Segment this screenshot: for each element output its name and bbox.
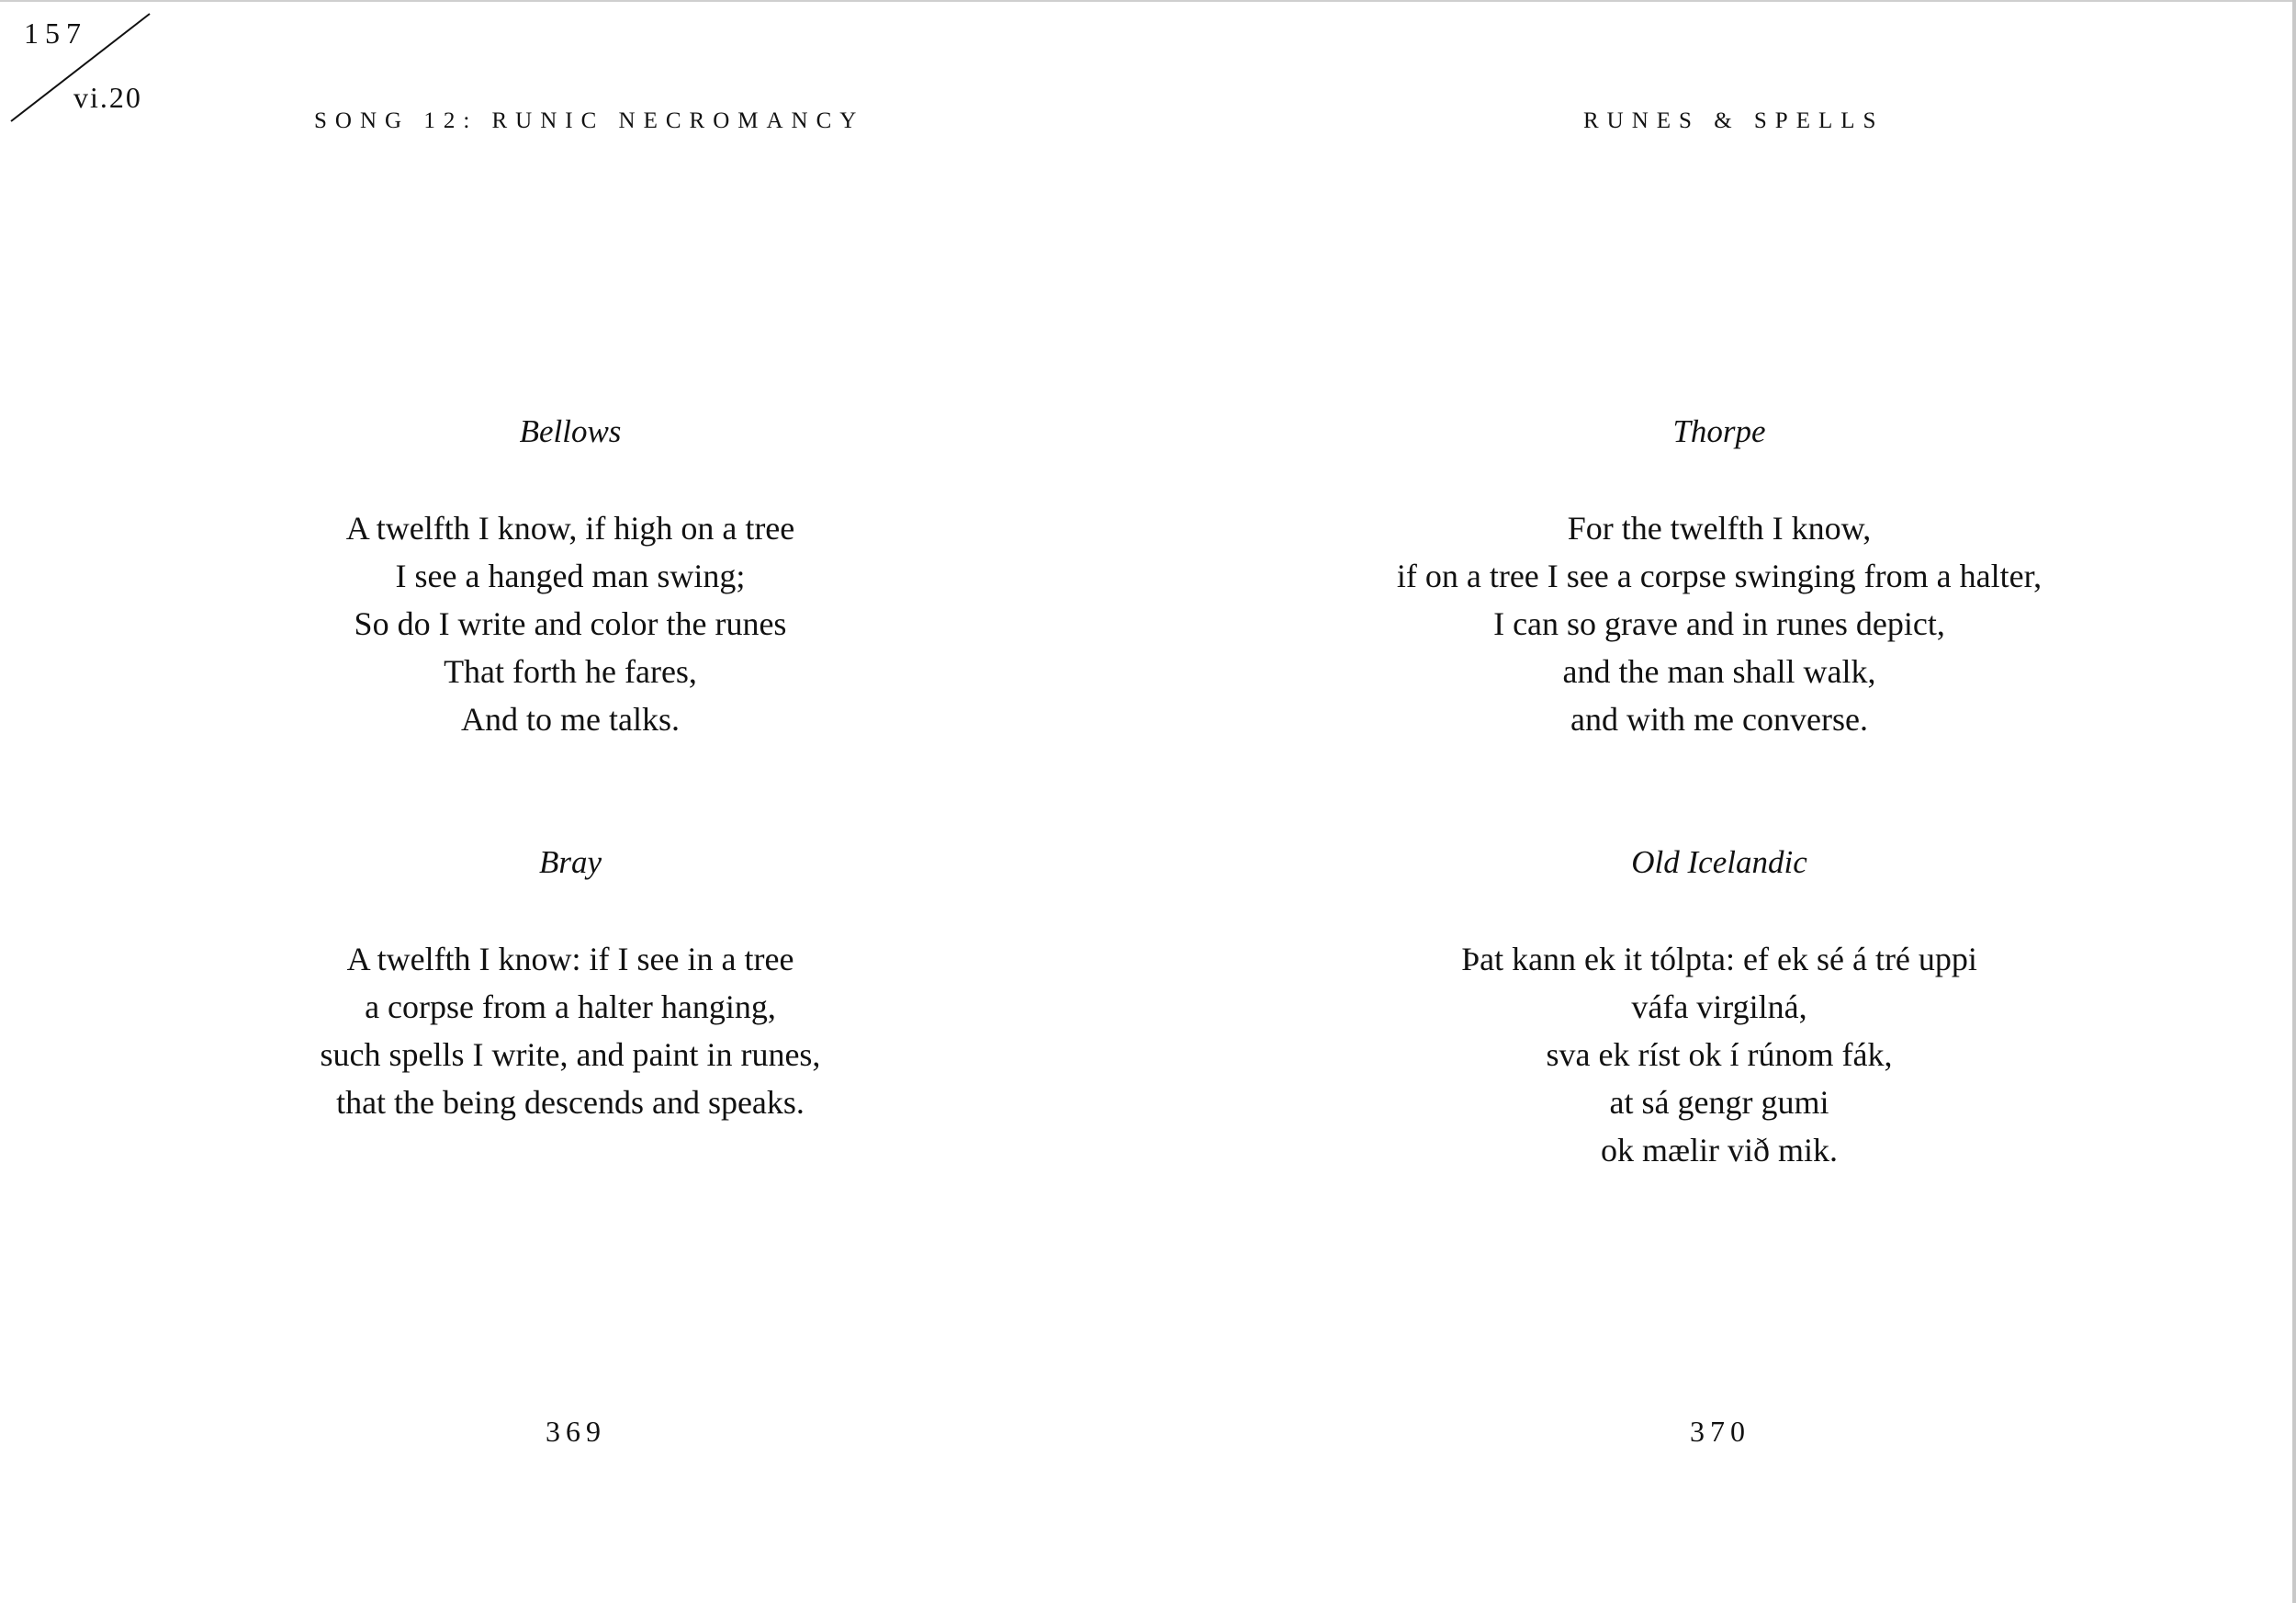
- verse-number: 157: [24, 17, 87, 50]
- verse-line: that the being descends and speaks.: [336, 1084, 805, 1121]
- verse-line: ok mælir við mik.: [1600, 1132, 1838, 1168]
- section-reference: vi.20: [73, 81, 142, 114]
- verse-line: at sá gengr gumi: [1609, 1084, 1829, 1121]
- running-head-left: SONG 12: RUNIC NECROMANCY: [314, 108, 865, 133]
- top-edge-rule: [0, 0, 2296, 2]
- right-edge-rule: [2292, 0, 2296, 1603]
- verse-line: váfa virgilná,: [1631, 988, 1807, 1025]
- translation-title: Thorpe: [1672, 413, 1766, 449]
- verse-line: For the twelfth I know,: [1567, 510, 1872, 547]
- verse-line: such spells I write, and paint in runes,: [320, 1036, 821, 1073]
- verse-line: I can so grave and in runes depict,: [1493, 605, 1945, 642]
- translation-title: Bellows: [519, 413, 622, 449]
- verse-line: Þat kann ek it tólpta: ef ek sé á tré uppi: [1461, 941, 1977, 977]
- section-marker: [0, 0, 165, 138]
- verse-line: And to me talks.: [461, 701, 680, 738]
- verse-line: and with me converse.: [1570, 701, 1868, 738]
- page-number-right: 370: [1690, 1415, 1750, 1448]
- verse-line: a corpse from a halter hanging,: [365, 988, 776, 1025]
- verse-line: A twelfth I know: if I see in a tree: [346, 941, 794, 977]
- verse-block: [1306, 504, 2133, 743]
- verse-line: A twelfth I know, if high on a tree: [345, 510, 795, 547]
- verse-block: [157, 935, 984, 1126]
- translation-title: Old Icelandic: [1631, 844, 1807, 880]
- verse-line: I see a hanged man swing;: [395, 558, 746, 594]
- verse-block: [157, 504, 984, 743]
- verse-line: sva ek ríst ok í rúnom fák,: [1546, 1036, 1893, 1073]
- verse-line: and the man shall walk,: [1562, 653, 1876, 690]
- verse-line: if on a tree I see a corpse swinging from a halter,: [1396, 558, 2043, 594]
- verse-line: That forth he fares,: [444, 653, 697, 690]
- verse-line: So do I write and color the runes: [354, 605, 787, 642]
- verse-block: [1306, 935, 2133, 1174]
- running-head-right: RUNES & SPELLS: [1583, 108, 1885, 133]
- translation-title: Bray: [538, 844, 602, 880]
- page-number-left: 369: [546, 1415, 606, 1448]
